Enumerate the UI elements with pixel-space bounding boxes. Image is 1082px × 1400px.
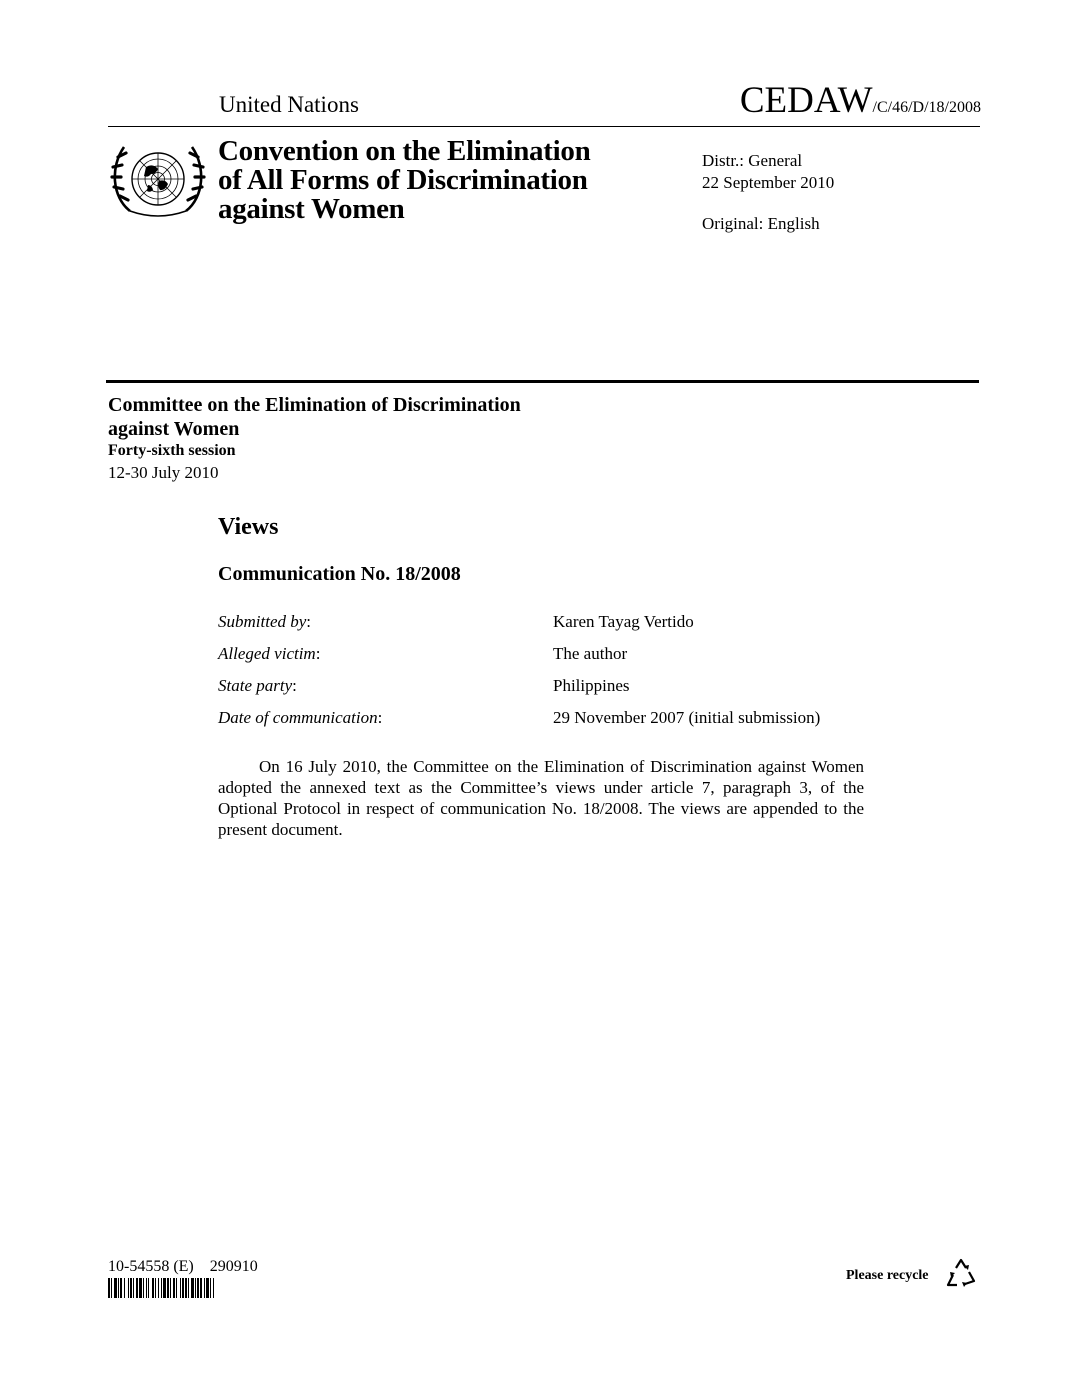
session-dates: 12-30 July 2010 — [108, 463, 219, 482]
session-name: Forty-sixth session — [108, 442, 236, 459]
committee-name-line: Committee on the Elimination of Discrimination — [108, 394, 521, 416]
un-emblem-icon — [106, 137, 210, 221]
section-divider — [106, 380, 979, 383]
detail-label: Alleged victim: — [218, 644, 321, 663]
issue-date: 22 September 2010 — [702, 173, 835, 192]
detail-label: Submitted by: — [218, 612, 312, 631]
barcode-icon — [108, 1278, 284, 1298]
views-heading: Views — [218, 514, 279, 540]
document-symbol-main: CEDAW — [739, 80, 873, 121]
original-language: Original: English — [702, 214, 820, 233]
detail-value: The author — [553, 644, 628, 663]
detail-value: Philippines — [553, 676, 630, 695]
document-symbol-suffix: /C/46/D/18/2008 — [872, 99, 981, 116]
communication-heading: Communication No. 18/2008 — [218, 563, 461, 585]
document-title-line: against Women — [218, 193, 405, 225]
detail-label: Date of communication: — [218, 708, 383, 727]
body-paragraph: On 16 July 2010, the Committee on the Elimination of Discrimination against Women adopted the annexed text as the Committee’s views under article 7, paragraph 3, of the Optional Protocol in respect of communication No. 18/2008. The views are appended to the present document. — [218, 757, 864, 839]
distribution-info — [702, 150, 834, 194]
organization-name: United Nations — [219, 92, 359, 117]
document-title-line: of All Forms of Discrimination — [218, 164, 588, 196]
distribution-type: Distr.: General — [702, 151, 803, 170]
document-symbol — [550, 82, 981, 119]
recycle-icon — [945, 1256, 977, 1290]
detail-label: State party: — [218, 676, 297, 695]
committee-name-line: against Women — [108, 418, 240, 440]
recycle-notice — [846, 1256, 980, 1292]
document-title — [218, 137, 590, 224]
committee-name — [108, 393, 521, 441]
header-rule — [108, 126, 980, 127]
job-number: 10-54558 (E) 290910 — [108, 1258, 258, 1275]
document-title-line: Convention on the Elimination — [218, 135, 591, 167]
detail-value: Karen Tayag Vertido — [553, 612, 694, 631]
detail-value: 29 November 2007 (initial submission) — [553, 708, 821, 727]
recycle-label: Please recycle — [846, 1268, 929, 1283]
